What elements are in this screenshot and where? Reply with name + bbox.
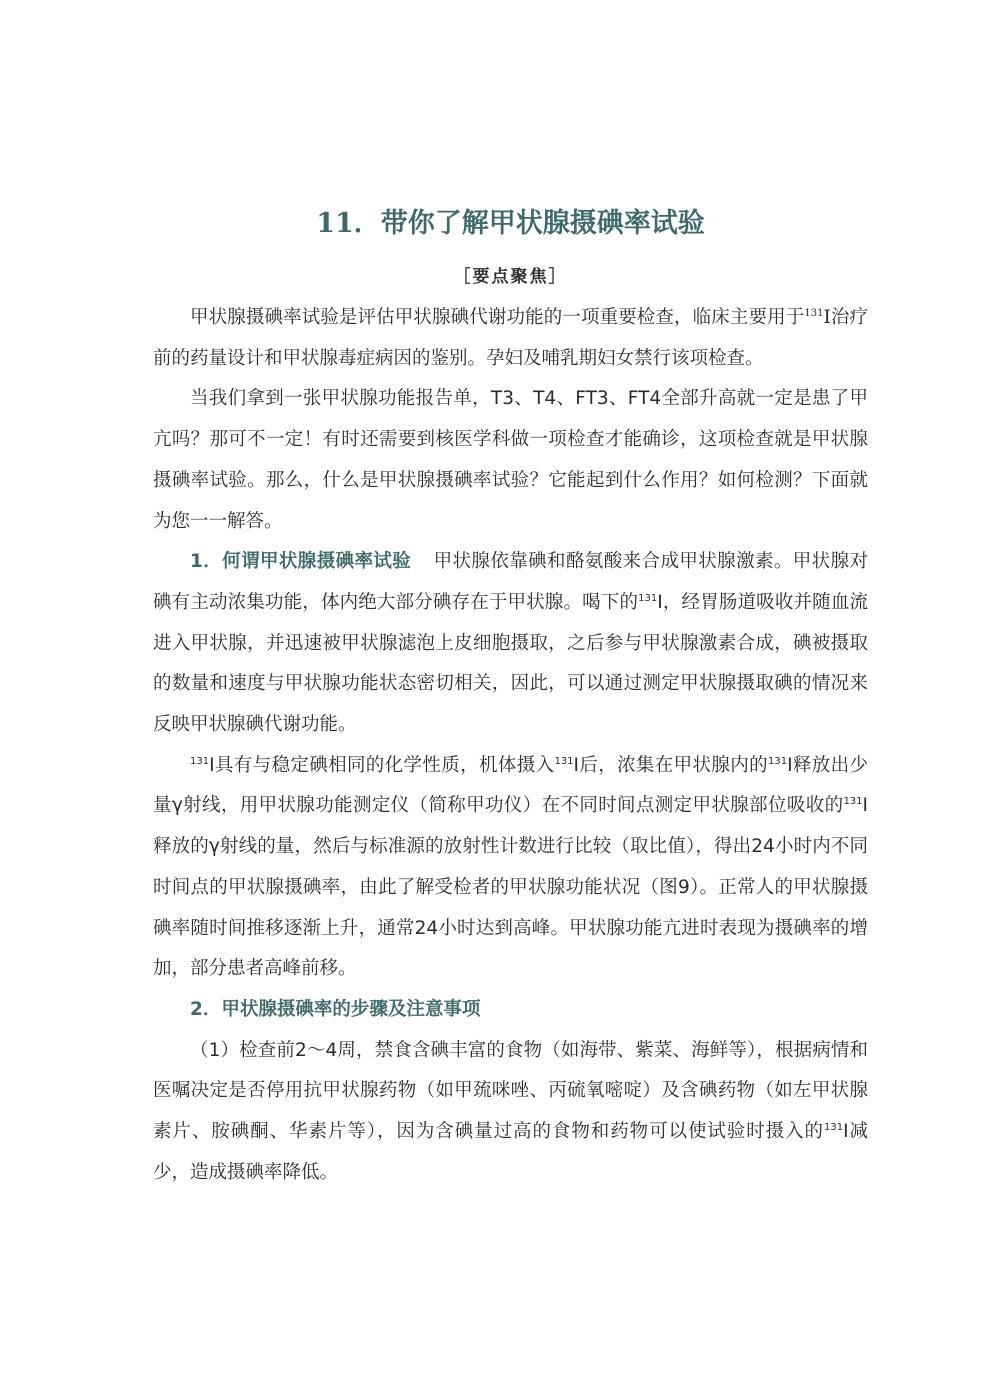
- section-1-text-b: I，经胃肠道吸收并随血流进入甲状腺，并迅速被甲状腺滤泡上皮细胞摄取，之后参与甲状腺激素合成，碘被摄取的数量和速度与甲状腺功能状态密切相关，因此，可以通过测定甲状腺摄取碘的情况来反映甲状腺碘代谢功能。: [153, 591, 868, 736]
- paragraph-thyroid-report: 当我们拿到一张甲状腺功能报告单，T3、T4、FT3、FT4全部升高就一定是患了甲亢吗？那可不一定！有时还需要到核医学科做一项检查才能确诊，这项检查就是甲状腺摄碘率试验。那么，什么是甲状腺摄碘率试验？它能起到什么作用？如何检测？下面就为您一一解答。: [153, 388, 868, 532]
- isotope-superscript: 131: [554, 755, 574, 767]
- section-2-heading: 2．甲状腺摄碘率的步骤及注意事项: [190, 998, 481, 1020]
- isotope-superscript: 131: [767, 755, 788, 767]
- page-content: [153, 200, 868, 1193]
- isotope-superscript: 131: [638, 592, 658, 604]
- preparation-text-a: （1）检查前2～4周，禁食含碘丰富的食物（如海带、紫菜、海鲜等），根据病情和医嘱决定是否停用抗甲状腺药物（如甲巯咪唑、丙硫氧嘧啶）及含碘药物（如左甲状腺素片、胺碘酮、华素片等），因为含碘量过高的食物和药物可以使试验时摄入的: [153, 1039, 868, 1143]
- measurement-text-b: I后，浓集在甲状腺内的: [573, 754, 768, 776]
- isotope-superscript: 131: [843, 796, 863, 808]
- intro-text-a: 甲状腺摄碘率试验是评估甲状腺碘代谢功能的一项重要检查，临床主要用于: [190, 307, 805, 328]
- measurement-text-a: I具有与稳定碘相同的化学性质，机体摄入: [209, 754, 555, 776]
- key-points-label: ［要点聚焦］: [453, 267, 568, 287]
- intro-text-b: I治疗前的药量设计和甲状腺毒症病因的鉴别。孕妇及哺乳期妇女禁行该项检查。: [153, 307, 868, 369]
- section-1-heading: 1．何谓甲状腺摄碘率试验: [190, 551, 412, 573]
- section-1-paragraph: [153, 542, 868, 746]
- section-2-paragraph: [153, 990, 868, 1031]
- measurement-text-d: I释放的γ射线的量，然后与标准源的放射性计数进行比较（取比值），得出24小时内不同时间点的甲状腺摄碘率，由此了解受检者的甲状腺功能状况（图9）。正常人的甲状腺摄碘率随时间推移逐渐上升，通常24小时达到高峰。甲状腺功能亢进时表现为摄碘率的增加，部分患者高峰前移。: [153, 795, 868, 980]
- page-title: 11．带你了解甲状腺摄碘率试验: [316, 208, 705, 239]
- isotope-superscript: 131: [824, 1121, 844, 1133]
- intro-paragraph: [153, 298, 868, 379]
- preparation-text-b: I减少，造成摄碘率降低。: [153, 1121, 868, 1183]
- paragraph-preparation: [153, 1031, 868, 1194]
- section-1-text-a: 甲状腺依靠碘和酪氨酸来合成甲状腺激素。甲状腺对碘有主动浓集功能，体内绝大部分碘存在于甲状腺。喝下的: [153, 551, 868, 613]
- paragraph-measurement: [153, 746, 868, 990]
- isotope-superscript: 131: [804, 307, 824, 319]
- measurement-text-c: I释放出少量γ射线，用甲状腺功能测定仪（简称甲功仪）在不同时间点测定甲状腺部位吸收的: [153, 754, 868, 817]
- isotope-superscript: 131: [190, 755, 210, 767]
